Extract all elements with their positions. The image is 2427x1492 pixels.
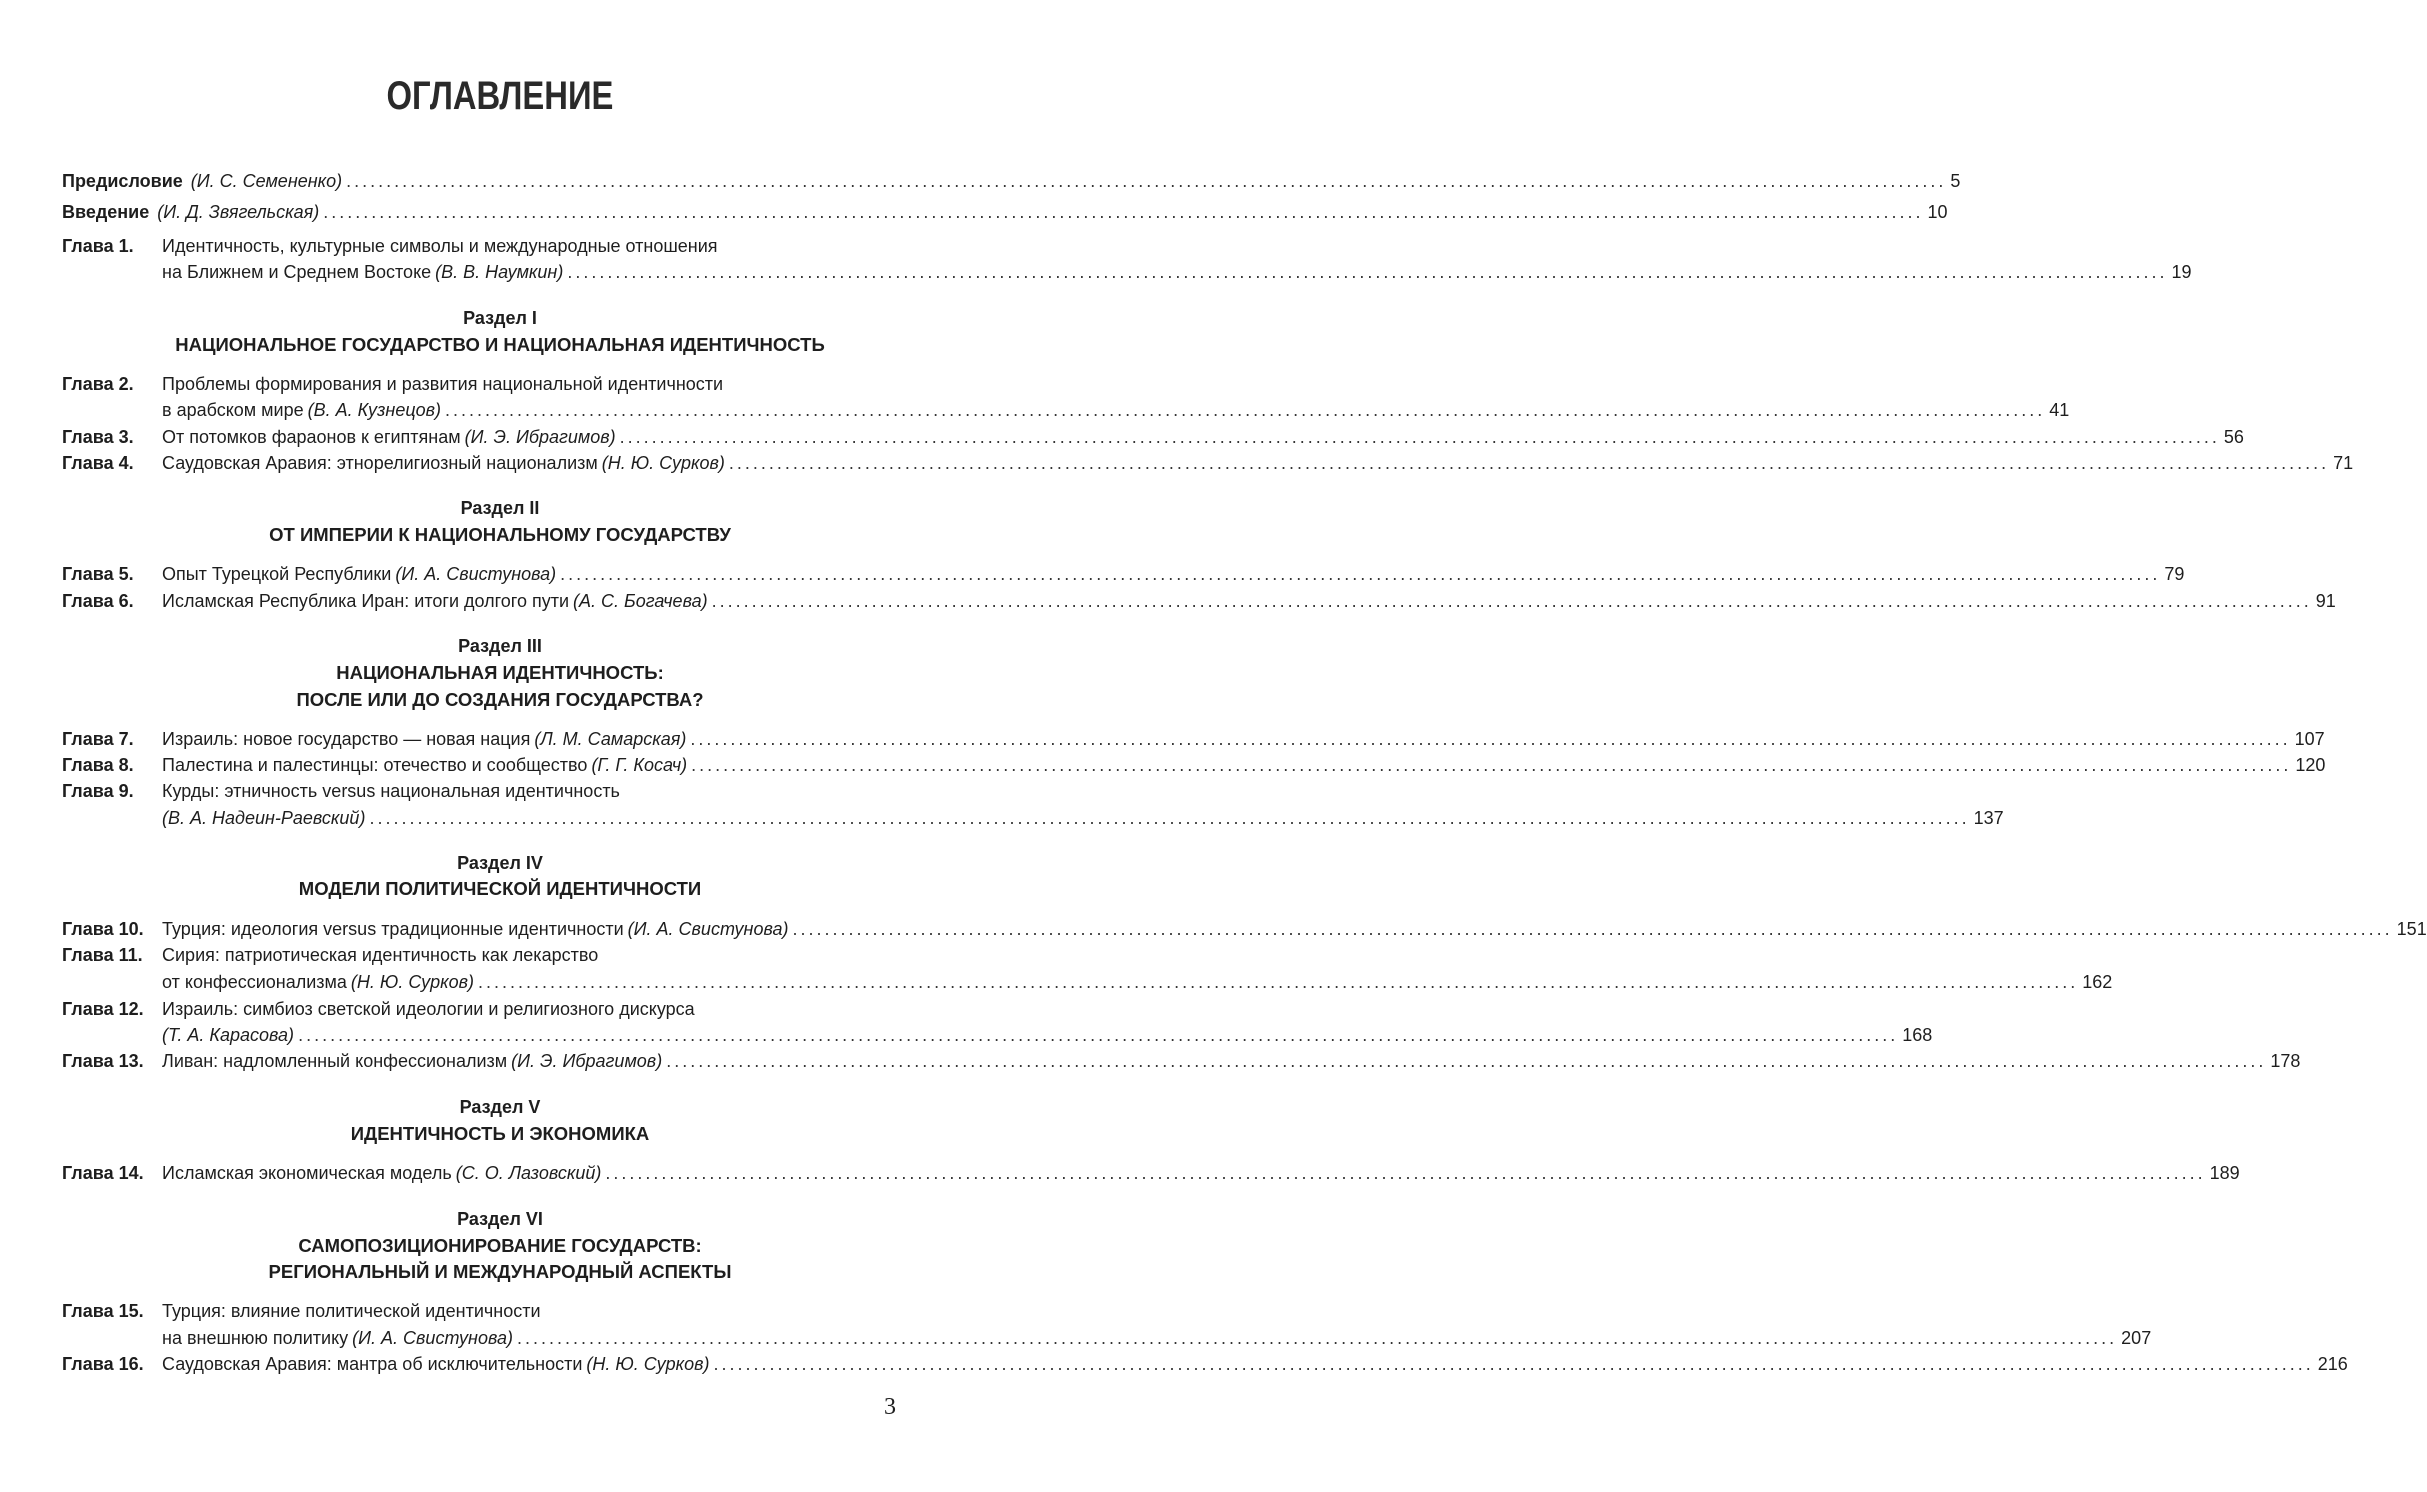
entry-label: Предисловие bbox=[62, 171, 183, 191]
entry-page: 56 bbox=[2223, 427, 2244, 447]
entry-title: От потомков фараонов к египтянам bbox=[162, 427, 461, 447]
entry-title: на внешнюю политику bbox=[162, 1328, 349, 1348]
entry-page: 41 bbox=[2049, 400, 2070, 420]
dot-leader: ........................................................................................................................................................................................................ bbox=[323, 202, 1924, 222]
entry-label: Глава 5. bbox=[62, 564, 134, 584]
entry-author: (И. Э. Ибрагимов) bbox=[464, 427, 616, 447]
section-heading: НАЦИОНАЛЬНАЯ ИДЕНТИЧНОСТЬ: bbox=[336, 662, 664, 683]
entry-title: в арабском мире bbox=[162, 400, 304, 420]
entry-page: 120 bbox=[2295, 755, 2326, 775]
entry-page: 91 bbox=[2315, 591, 2336, 611]
entry-author: (В. В. Наумкин) bbox=[435, 262, 564, 282]
section-number: Раздел IV bbox=[457, 853, 543, 873]
entry-label: Глава 9. bbox=[62, 781, 134, 801]
label-spacer bbox=[62, 970, 162, 994]
entry-title: Сирия: патриотическая идентичность как лекарство bbox=[162, 945, 599, 965]
entry-label: Глава 10. bbox=[62, 919, 144, 939]
entry-page: 107 bbox=[2294, 729, 2325, 749]
entry-label: Глава 11. bbox=[62, 945, 143, 965]
section-number: Раздел V bbox=[459, 1097, 541, 1117]
section-heading: РЕГИОНАЛЬНЫЙ И МЕЖДУНАРОДНЫЙ АСПЕКТЫ bbox=[268, 1261, 732, 1282]
dot-leader: ........................................................................................................................................................................................................ bbox=[605, 1163, 2206, 1183]
entry-label: Глава 13. bbox=[62, 1051, 144, 1071]
section-heading: САМОПОЗИЦИОНИРОВАНИЕ ГОСУДАРСТВ: bbox=[298, 1235, 702, 1256]
entry-page: 79 bbox=[2164, 564, 2185, 584]
toc-entry[interactable] bbox=[62, 398, 2070, 422]
toc-entry[interactable] bbox=[62, 779, 900, 803]
entry-title: Ливан: надломленный конфессионализм bbox=[162, 1051, 508, 1071]
entry-author: (Т. А. Карасова) bbox=[162, 1025, 295, 1045]
toc-entry[interactable] bbox=[62, 234, 900, 258]
entry-title: Израиль: новое государство — новая нация bbox=[162, 729, 531, 749]
entry-title: Турция: идеология versus традиционные идентичности bbox=[162, 919, 624, 939]
section-heading: ОТ ИМПЕРИИ К НАЦИОНАЛЬНОМУ ГОСУДАРСТВУ bbox=[269, 524, 731, 545]
section-heading: ПОСЛЕ ИЛИ ДО СОЗДАНИЯ ГОСУДАРСТВА? bbox=[296, 689, 704, 710]
entry-page: 216 bbox=[2317, 1354, 2348, 1374]
entry-author: (С. О. Лазовский) bbox=[455, 1163, 602, 1183]
label-spacer bbox=[62, 1023, 162, 1047]
entry-label: Введение bbox=[62, 202, 150, 222]
entry-author: (И. Д. Звягельская) bbox=[157, 202, 320, 222]
toc-entry[interactable] bbox=[62, 917, 2427, 941]
entry-page: 71 bbox=[2333, 453, 2354, 473]
toc-entry[interactable] bbox=[62, 372, 900, 396]
toc-entry[interactable] bbox=[62, 451, 2354, 475]
entry-author: (Л. М. Самарская) bbox=[534, 729, 687, 749]
page-title: ОГЛАВЛЕНИЕ bbox=[386, 74, 614, 118]
entry-label: Глава 16. bbox=[62, 1354, 144, 1374]
toc-entry[interactable] bbox=[62, 200, 1948, 224]
entry-page: 10 bbox=[1927, 202, 1948, 222]
dot-leader: ........................................................................................................................................................................................................ bbox=[713, 1354, 2314, 1374]
toc-entry[interactable] bbox=[62, 970, 2113, 994]
toc-entry[interactable] bbox=[62, 997, 900, 1021]
section-number: Раздел II bbox=[460, 498, 540, 518]
entry-author: (Н. Ю. Сурков) bbox=[601, 453, 725, 473]
entry-label: Глава 15. bbox=[62, 1301, 144, 1321]
dot-leader: ........................................................................................................................................................................................................ bbox=[691, 755, 2292, 775]
entry-title: Проблемы формирования и развития национальной идентичности bbox=[162, 374, 724, 394]
entry-author: (В. А. Кузнецов) bbox=[307, 400, 442, 420]
entry-author: (И. А. Свистунова) bbox=[395, 564, 557, 584]
entry-title: на Ближнем и Среднем Востоке bbox=[162, 262, 432, 282]
toc-entry[interactable] bbox=[62, 1352, 2348, 1376]
entry-author: (В. А. Надеин-Раевский) bbox=[162, 808, 366, 828]
entry-page: 162 bbox=[2082, 972, 2113, 992]
section-heading: МОДЕЛИ ПОЛИТИЧЕСКОЙ ИДЕНТИЧНОСТИ bbox=[298, 878, 702, 899]
entry-label: Глава 14. bbox=[62, 1163, 144, 1183]
entry-page: 189 bbox=[2209, 1163, 2240, 1183]
toc-entry[interactable] bbox=[62, 943, 900, 967]
entry-title: Идентичность, культурные символы и международные отношения bbox=[162, 236, 718, 256]
entry-label: Глава 7. bbox=[62, 729, 134, 749]
toc-entry[interactable] bbox=[62, 727, 2325, 751]
toc-entry[interactable] bbox=[62, 425, 2244, 449]
dot-leader: ........................................................................................................................................................................................................ bbox=[346, 171, 1947, 191]
entry-page: 151 bbox=[2396, 919, 2427, 939]
entry-label: Глава 8. bbox=[62, 755, 134, 775]
entry-label: Глава 4. bbox=[62, 453, 134, 473]
entry-page: 19 bbox=[2171, 262, 2192, 282]
entry-author: (И. С. Семененко) bbox=[190, 171, 343, 191]
dot-leader: ........................................................................................................................................................................................................ bbox=[445, 400, 2046, 420]
entry-title: Исламская Республика Иран: итоги долгого пути bbox=[162, 591, 570, 611]
entry-page: 207 bbox=[2121, 1328, 2152, 1348]
toc-entry[interactable] bbox=[62, 562, 2185, 586]
section-number: Раздел VI bbox=[457, 1209, 543, 1229]
toc-entry[interactable] bbox=[62, 260, 2192, 284]
label-spacer bbox=[62, 398, 162, 422]
entry-title: Израиль: симбиоз светской идеологии и религиозного дискурса bbox=[162, 999, 695, 1019]
entry-author: (А. С. Богачева) bbox=[573, 591, 708, 611]
toc-entry[interactable] bbox=[62, 1023, 1933, 1047]
section-number: Раздел I bbox=[463, 308, 537, 328]
entry-page: 168 bbox=[1902, 1025, 1933, 1045]
entry-title: от конфессионализма bbox=[162, 972, 347, 992]
entry-title: Палестина и палестинцы: отечество и сообщество bbox=[162, 755, 588, 775]
entry-title: Курды: этничность versus национальная идентичность bbox=[162, 781, 620, 801]
entry-title: Исламская экономическая модель bbox=[162, 1163, 452, 1183]
entry-author: (Н. Ю. Сурков) bbox=[350, 972, 475, 992]
dot-leader: ........................................................................................................................................................................................................ bbox=[792, 919, 2393, 939]
dot-leader: ........................................................................................................................................................................................................ bbox=[666, 1051, 2267, 1071]
entry-author: (И. А. Свистунова) bbox=[627, 919, 789, 939]
toc-entry[interactable] bbox=[62, 753, 2326, 777]
section-number: Раздел III bbox=[458, 636, 542, 656]
entry-title: Турция: влияние политической идентичности bbox=[162, 1301, 541, 1321]
dot-leader: ........................................................................................................................................................................................................ bbox=[478, 972, 2079, 992]
entry-title: Саудовская Аравия: мантра об исключительности bbox=[162, 1354, 583, 1374]
dot-leader: ........................................................................................................................................................................................................ bbox=[619, 427, 2220, 447]
toc-entry[interactable] bbox=[62, 1299, 900, 1323]
entry-page: 178 bbox=[2270, 1051, 2301, 1071]
section-heading: ИДЕНТИЧНОСТЬ И ЭКОНОМИКА bbox=[350, 1123, 650, 1144]
dot-leader: ........................................................................................................................................................................................................ bbox=[690, 729, 2291, 749]
dot-leader: ........................................................................................................................................................................................................ bbox=[567, 262, 2168, 282]
entry-label: Глава 3. bbox=[62, 427, 134, 447]
entry-author: (И. А. Свистунова) bbox=[352, 1328, 513, 1348]
dot-leader: ........................................................................................................................................................................................................ bbox=[298, 1025, 1899, 1045]
toc-entry[interactable] bbox=[62, 589, 2336, 613]
entry-author: (Н. Ю. Сурков) bbox=[586, 1354, 710, 1374]
entry-author: (И. Э. Ибрагимов) bbox=[511, 1051, 663, 1071]
toc-entry[interactable] bbox=[62, 806, 2004, 830]
dot-leader: ........................................................................................................................................................................................................ bbox=[369, 808, 1970, 828]
entry-title: Опыт Турецкой Республики bbox=[162, 564, 392, 584]
entry-page: 137 bbox=[1973, 808, 2004, 828]
label-spacer bbox=[62, 260, 162, 284]
section-heading: НАЦИОНАЛЬНОЕ ГОСУДАРСТВО И НАЦИОНАЛЬНАЯ ИДЕНТИЧНОСТЬ bbox=[175, 334, 825, 355]
label-spacer bbox=[62, 1326, 162, 1350]
entry-label: Глава 6. bbox=[62, 591, 134, 611]
toc-entry[interactable] bbox=[62, 169, 1961, 193]
entry-label: Глава 1. bbox=[62, 236, 134, 256]
dot-leader: ........................................................................................................................................................................................................ bbox=[516, 1328, 2118, 1348]
toc-entry[interactable] bbox=[62, 1326, 2152, 1350]
dot-leader: ........................................................................................................................................................................................................ bbox=[560, 564, 2161, 584]
dot-leader: ........................................................................................................................................................................................................ bbox=[728, 453, 2330, 473]
entry-title: Саудовская Аравия: этнорелигиозный национализм bbox=[162, 453, 598, 473]
toc-entry[interactable] bbox=[62, 1049, 2301, 1073]
toc-entry[interactable] bbox=[62, 1161, 2240, 1185]
entry-page: 5 bbox=[1950, 171, 1961, 191]
page-number: 3 bbox=[884, 1394, 896, 1420]
label-spacer bbox=[62, 806, 162, 830]
dot-leader: ........................................................................................................................................................................................................ bbox=[711, 591, 2312, 611]
entry-label: Глава 12. bbox=[62, 999, 144, 1019]
entry-author: (Г. Г. Косач) bbox=[591, 755, 688, 775]
entry-label: Глава 2. bbox=[62, 374, 134, 394]
